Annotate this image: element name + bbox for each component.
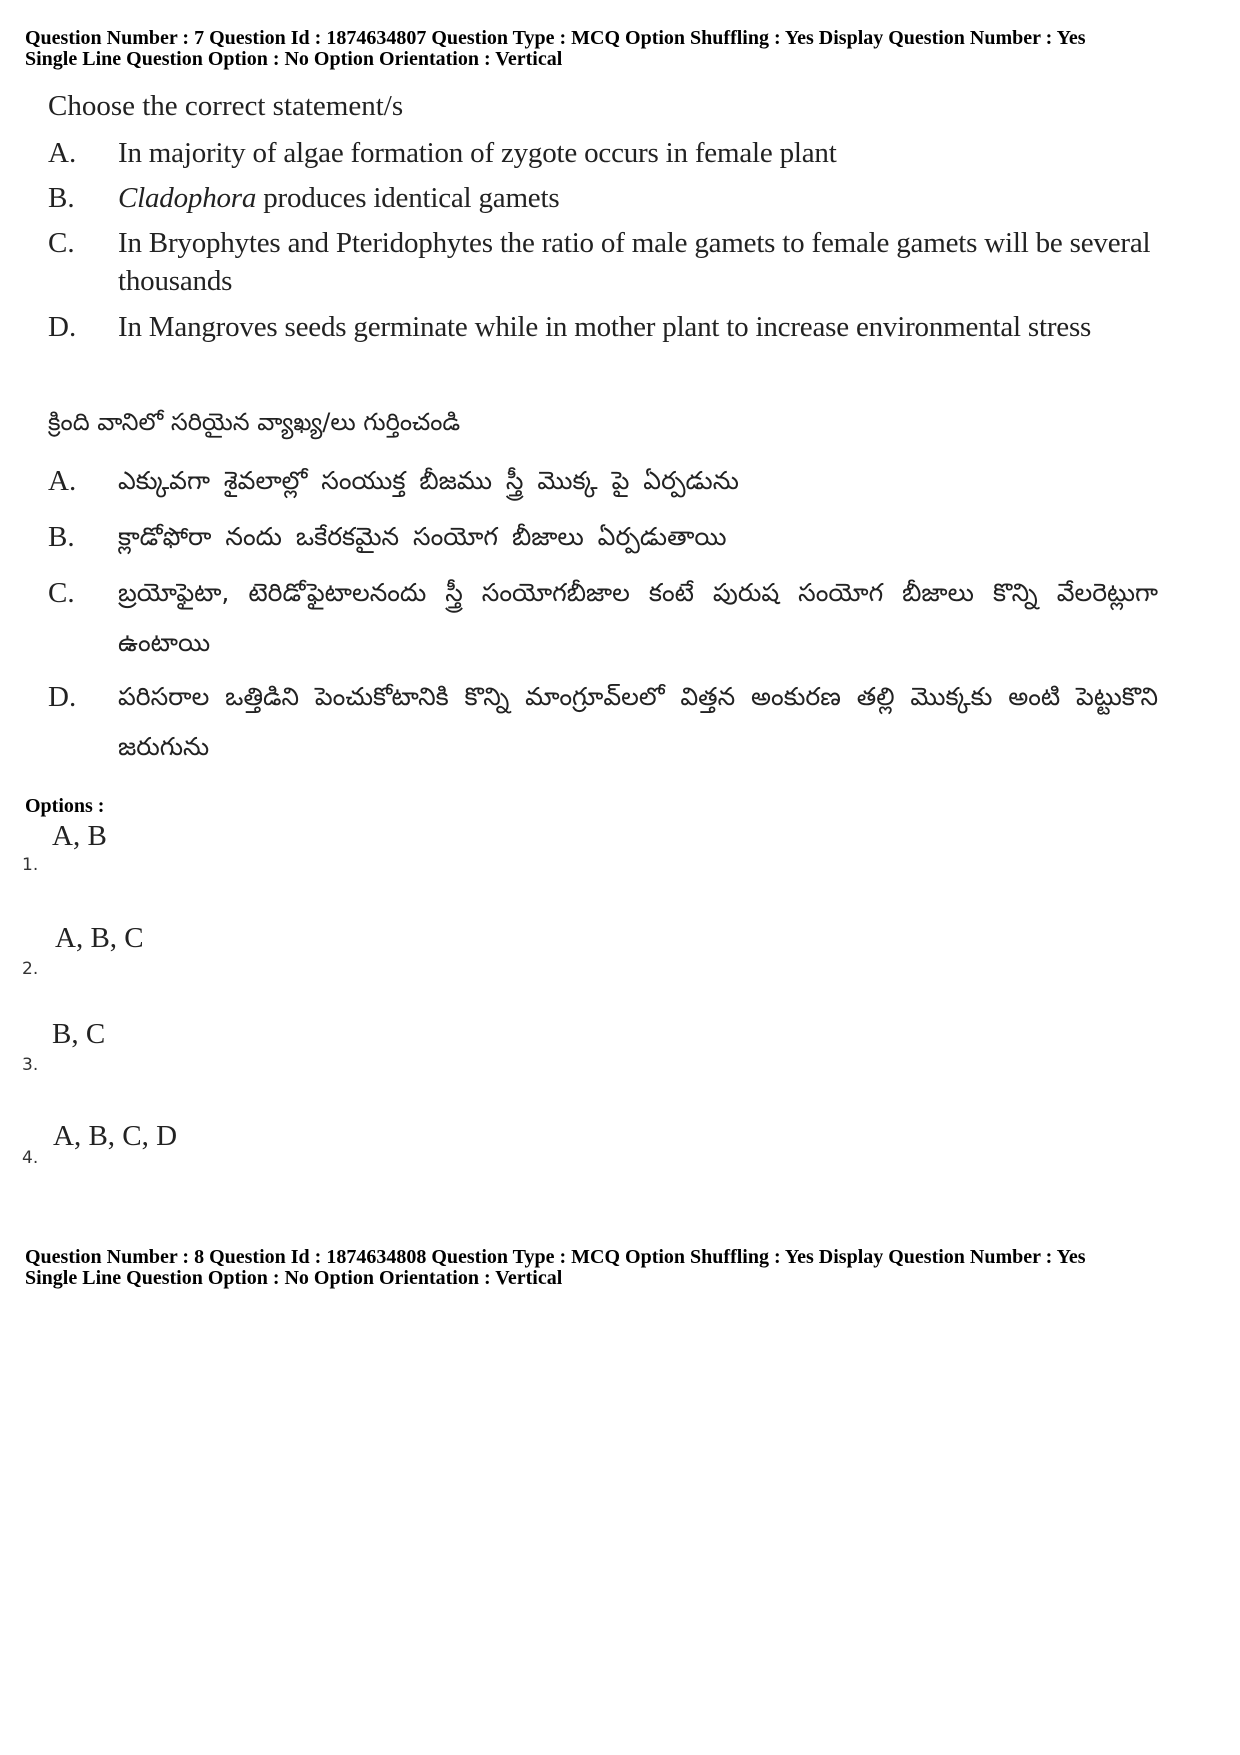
statement-text: In Bryophytes and Pteridophytes the ratio of male gamets to female gamets will be several thousands (118, 227, 1151, 297)
option-number: 3. (22, 1055, 39, 1075)
question-7-prompt-english: Choose the correct statement/s (48, 90, 404, 122)
statement-letter: B. (48, 521, 75, 553)
question-7-meta-line-2: Single Line Question Option : No Option Orientation : Vertical (25, 48, 563, 70)
statement-letter: D. (48, 311, 77, 343)
statement-text-rest: produces identical gamets (256, 182, 560, 214)
question-8-meta (25, 1247, 1085, 1289)
statement-text: ఎక్కువగా శైవలాల్లో సంయుక్త బీజము స్త్రీ మొక్క పై ఏర్పడును (118, 466, 739, 495)
statement-letter: A. (48, 465, 77, 497)
question-8-meta-line-1: Question Number : 8 Question Id : 1874634808 Question Type : MCQ Option Shuffling : Yes Display Question Number : Yes (25, 1246, 1086, 1268)
statement-text: బ్రయోఫైటా, టెరిడోఫైటాలనందు స్త్రీ సంయోగబీజాల కంటే పురుష సంయోగ బీజాలు కొన్ని వేలరెట్లుగా ఉంటాయి (118, 578, 1158, 657)
option-value: A, B, C, D (53, 1120, 178, 1152)
question-8-meta-line-2: Single Line Question Option : No Option Orientation : Vertical (25, 1267, 563, 1289)
options-label: Options : (25, 795, 105, 817)
option-value: A, B (52, 820, 107, 852)
statement-italic-term: Cladophora (118, 182, 257, 214)
statement-letter: D. (48, 681, 77, 713)
option-value: A, B, C (55, 922, 144, 954)
option-number: 2. (22, 959, 39, 979)
statement-text: పరిసరాల ఒత్తిడిని పెంచుకోటానికి కొన్ని మాంగ్రూవ్‌లలో విత్తన అంకురణ తల్లి మొక్కకు అంటి పెట్టుకొని జరుగును (118, 682, 1158, 761)
question-7-prompt-telugu: క్రింది వానిలో సరియైన వ్యాఖ్య/లు గుర్తించండి (48, 408, 461, 436)
option-number: 1. (22, 855, 39, 875)
option-number: 4. (22, 1148, 39, 1168)
question-7-meta-line-1: Question Number : 7 Question Id : 1874634807 Question Type : MCQ Option Shuffling : Yes Display Question Number : Yes (25, 27, 1086, 49)
option-value: B, C (52, 1018, 106, 1050)
statement-text: క్లాడోఫోరా నందు ఒకేరకమైన సంయోగ బీజాలు ఏర్పడుతాయి (118, 522, 727, 551)
statement-letter: B. (48, 182, 75, 214)
statement-letter: A. (48, 137, 77, 169)
statement-letter: C. (48, 577, 75, 609)
statement-text (118, 179, 1158, 217)
statement-text: In majority of algae formation of zygote occurs in female plant (118, 137, 837, 169)
statement-text: In Mangroves seeds germinate while in mother plant to increase environmental stress (118, 311, 1092, 343)
statement-letter: C. (48, 227, 75, 259)
question-7-meta (25, 28, 1085, 70)
